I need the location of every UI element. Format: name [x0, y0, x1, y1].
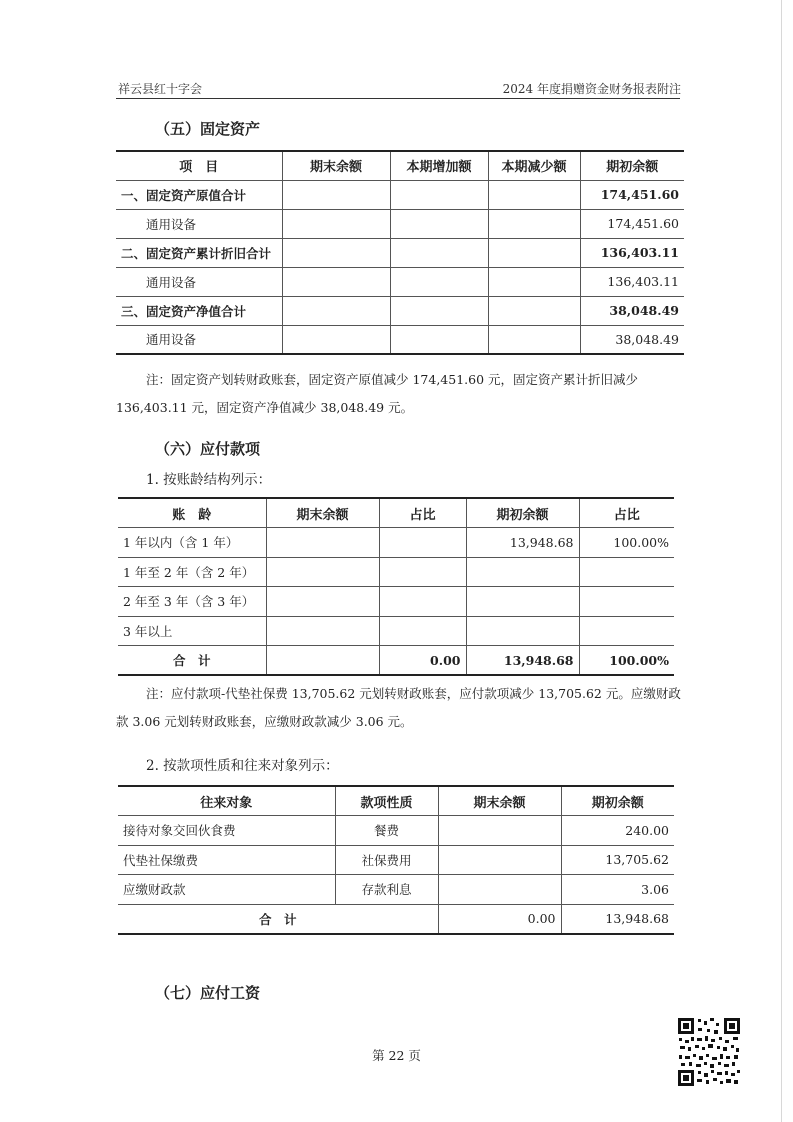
col-header: 占比	[579, 498, 674, 528]
cell-value: 0.00	[379, 646, 466, 676]
col-header: 本期增加额	[390, 151, 488, 180]
col-header: 占比	[379, 498, 466, 528]
cell-value	[390, 238, 488, 267]
cell-value: 存款利息	[335, 875, 438, 905]
row-label: 2 年至 3 年（含 3 年）	[118, 587, 266, 617]
cell-value	[390, 180, 488, 209]
section-wages-payable-title: （七）应付工资	[155, 984, 261, 1002]
cell-value: 13,948.68	[561, 904, 674, 934]
cell-value: 38,048.49	[580, 296, 684, 325]
header-rule	[116, 98, 680, 99]
total-label: 合 计	[118, 646, 266, 676]
payables-note: 注：应付款项-代垫社保费 13,705.62 元划转财政账套，应付款项减少 13,705.62 元。应缴财政款 3.06 元划转财政账套，应缴财政款减少 3.06 元。	[116, 686, 681, 729]
cell-value	[379, 587, 466, 617]
cell-value	[466, 557, 579, 587]
col-header: 项 目	[116, 151, 282, 180]
cell-value	[488, 238, 580, 267]
row-label: 三、固定资产净值合计	[116, 296, 282, 325]
row-label: 通用设备	[116, 267, 282, 296]
table-row	[118, 845, 674, 875]
cell-value: 136,403.11	[580, 267, 684, 296]
table-row	[118, 616, 674, 646]
cell-value: 13,948.68	[466, 646, 579, 676]
cell-value	[282, 325, 390, 354]
row-label: 通用设备	[116, 325, 282, 354]
cell-value	[438, 845, 561, 875]
cell-value	[282, 209, 390, 238]
header-doc-title: 2024 年度捐赠资金财务报表附注	[502, 82, 681, 96]
section-payables-title: （六）应付款项	[155, 440, 261, 458]
cell-value	[488, 325, 580, 354]
total-label: 合 计	[118, 904, 438, 934]
cell-value	[438, 816, 561, 846]
header-org: 祥云县红十字会	[118, 82, 203, 96]
cell-value	[488, 209, 580, 238]
col-header: 本期减少额	[488, 151, 580, 180]
qr-code-icon	[676, 1016, 742, 1088]
cell-value: 13,705.62	[561, 845, 674, 875]
col-header: 往来对象	[118, 786, 335, 816]
cell-value	[488, 267, 580, 296]
table-row	[118, 557, 674, 587]
cell-value: 餐费	[335, 816, 438, 846]
cell-value: 100.00%	[579, 528, 674, 558]
fixed-assets-note: 注：固定资产划转财政账套，固定资产原值减少 174,451.60 元，固定资产累计折旧减少136,403.11 元，固定资产净值减少 38,048.49 元。	[116, 372, 639, 415]
cell-value	[390, 209, 488, 238]
cell-value	[466, 616, 579, 646]
cell-value: 3.06	[561, 875, 674, 905]
cell-value	[488, 180, 580, 209]
cell-value	[282, 296, 390, 325]
cell-value	[282, 180, 390, 209]
cell-value: 13,948.68	[466, 528, 579, 558]
table-row	[118, 587, 674, 617]
cell-value: 136,403.11	[580, 238, 684, 267]
payables-aging-subtitle: 1. 按账龄结构列示：	[146, 472, 272, 488]
table-row	[116, 267, 684, 296]
table-header-row	[118, 786, 674, 816]
row-label: 二、固定资产累计折旧合计	[116, 238, 282, 267]
col-header: 期末余额	[266, 498, 379, 528]
table-header-row	[116, 151, 684, 180]
cell-value	[266, 528, 379, 558]
cell-value: 174,451.60	[580, 209, 684, 238]
cell-value	[379, 557, 466, 587]
table-row	[116, 209, 684, 238]
page-edge	[781, 0, 782, 1122]
fixed-assets-table	[116, 150, 684, 355]
row-label: 3 年以上	[118, 616, 266, 646]
table-row	[116, 238, 684, 267]
cell-value: 240.00	[561, 816, 674, 846]
table-total-row	[118, 646, 674, 676]
payables-nature-table	[118, 785, 674, 935]
cell-value: 0.00	[438, 904, 561, 934]
row-label: 接待对象交回伙食费	[118, 816, 335, 846]
cell-value: 174,451.60	[580, 180, 684, 209]
page-number: 第 22 页	[372, 1048, 421, 1063]
row-label: 应缴财政款	[118, 875, 335, 905]
col-header: 期初余额	[466, 498, 579, 528]
cell-value	[282, 267, 390, 296]
row-label: 代垫社保缴费	[118, 845, 335, 875]
cell-value	[390, 267, 488, 296]
cell-value	[579, 616, 674, 646]
cell-value	[266, 646, 379, 676]
table-row	[116, 325, 684, 354]
section-fixed-assets-title: （五）固定资产	[155, 120, 261, 138]
cell-value	[266, 587, 379, 617]
cell-value	[379, 616, 466, 646]
col-header: 期末余额	[438, 786, 561, 816]
table-row	[118, 816, 674, 846]
cell-value	[266, 557, 379, 587]
row-label: 1 年至 2 年（含 2 年）	[118, 557, 266, 587]
row-label: 1 年以内（含 1 年）	[118, 528, 266, 558]
col-header: 账 龄	[118, 498, 266, 528]
cell-value: 38,048.49	[580, 325, 684, 354]
table-row	[116, 180, 684, 209]
table-row	[118, 875, 674, 905]
cell-value	[488, 296, 580, 325]
cell-value	[282, 238, 390, 267]
cell-value: 社保费用	[335, 845, 438, 875]
payables-nature-subtitle: 2. 按款项性质和往来对象列示：	[146, 758, 339, 774]
table-total-row	[118, 904, 674, 934]
cell-value	[390, 325, 488, 354]
col-header: 款项性质	[335, 786, 438, 816]
cell-value	[379, 528, 466, 558]
row-label: 通用设备	[116, 209, 282, 238]
cell-value	[579, 587, 674, 617]
table-row	[116, 296, 684, 325]
col-header: 期初余额	[580, 151, 684, 180]
col-header: 期末余额	[282, 151, 390, 180]
cell-value	[390, 296, 488, 325]
row-label: 一、固定资产原值合计	[116, 180, 282, 209]
payables-aging-table	[118, 497, 674, 676]
cell-value: 100.00%	[579, 646, 674, 676]
table-header-row	[118, 498, 674, 528]
cell-value	[579, 557, 674, 587]
cell-value	[438, 875, 561, 905]
table-row	[118, 528, 674, 558]
cell-value	[466, 587, 579, 617]
col-header: 期初余额	[561, 786, 674, 816]
cell-value	[266, 616, 379, 646]
